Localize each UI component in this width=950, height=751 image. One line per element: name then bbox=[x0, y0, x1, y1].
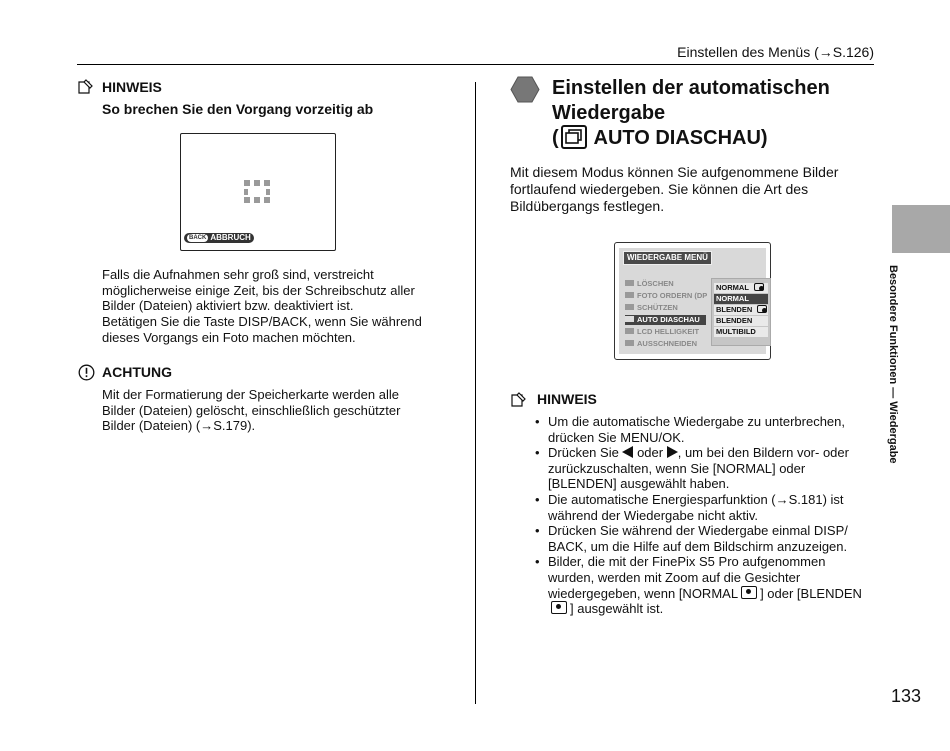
text-line: BACK, um die Hilfe auf dem Bildschirm anzuzeigen. bbox=[548, 538, 848, 554]
text-line: dieses Vorgangs ein Foto machen möchten. bbox=[102, 329, 356, 345]
bullet-item bbox=[535, 492, 880, 523]
menu-panel bbox=[619, 248, 766, 354]
title-line: Einstellen der automatischen bbox=[552, 77, 830, 99]
submenu-item: MULTIBILD bbox=[714, 327, 768, 337]
header-rule bbox=[77, 64, 874, 65]
text-line: möglicherweise einige Zeit, bis der Schreibschutz aller bbox=[102, 282, 415, 298]
hinweis-bullet-list bbox=[535, 414, 880, 617]
section-tab-label: Besondere Funktionen — Wiedergabe bbox=[887, 265, 899, 464]
bullet-item bbox=[535, 554, 880, 616]
abort-label: ABBRUCH bbox=[210, 233, 251, 242]
text-line: • Drücken Sie oder , um bei den Bildern vor- oder bbox=[548, 445, 849, 461]
menu-item: LCD HELLIGKEIT bbox=[625, 327, 699, 337]
text-line: Bilder (Dateien) gelöscht, einschließlich geschützter bbox=[102, 402, 401, 418]
text-line: Falls die Aufnahmen sehr groß sind, verstreicht bbox=[102, 267, 374, 282]
text-line: Mit diesem Modus können Sie aufgenommene Bilder bbox=[510, 164, 839, 180]
text-line: Betätigen Sie die Taste DISP/BACK, wenn Sie während bbox=[102, 314, 422, 330]
title-line: Wiedergabe bbox=[552, 101, 666, 124]
menu-item: FOTO ORDERN (DP bbox=[625, 291, 707, 301]
bullet-item bbox=[535, 523, 880, 554]
hinweis-paragraph bbox=[102, 267, 422, 346]
text-line: drücken Sie MENU/OK. bbox=[548, 429, 685, 445]
section-tab bbox=[892, 205, 950, 253]
menu-item: SCHÜTZEN bbox=[625, 303, 678, 313]
text-line: Bildübergangs festlegen. bbox=[510, 198, 665, 214]
text-line: • Die automatische Energiesparfunktion (→S.181) ist bbox=[548, 491, 844, 507]
text-line: zurückzuschalten, wenn Sie [NORMAL] oder bbox=[548, 460, 806, 476]
hexagon-bullet-icon bbox=[510, 76, 540, 103]
column-divider bbox=[475, 82, 476, 704]
warning-icon bbox=[78, 364, 95, 386]
hinweis-heading: HINWEIS bbox=[102, 79, 162, 95]
hinweis-heading-right: HINWEIS bbox=[537, 391, 597, 407]
text-line: [BLENDEN] ausgewählt haben. bbox=[548, 476, 730, 492]
menu-item-selected: AUTO DIASCHAU bbox=[625, 315, 706, 325]
menu-item: AUSSCHNEIDEN bbox=[625, 339, 697, 349]
paren: ( bbox=[552, 127, 559, 149]
text-line: ] ausgewählt ist. bbox=[548, 601, 880, 617]
busy-icon bbox=[244, 180, 272, 204]
text-line: wurden, werden mit Zoom auf die Gesichter bbox=[548, 569, 801, 585]
playback-menu-screen bbox=[614, 242, 771, 360]
running-header: Einstellen des Menüs (→S.126) bbox=[677, 44, 874, 60]
achtung-paragraph bbox=[102, 387, 400, 434]
back-abort-label bbox=[184, 233, 254, 243]
text-line: wiedergegeben, wenn [NORMAL ] oder [BLENDEN bbox=[548, 585, 862, 601]
text-line: Bilder (Dateien) (→S.179). bbox=[102, 418, 256, 434]
submenu-item-selected: NORMAL bbox=[714, 294, 768, 304]
intro-paragraph bbox=[510, 164, 838, 215]
text-line: • Um die automatische Wiedergabe zu unterbrechen, bbox=[548, 414, 845, 429]
hinweis-subheading: So brechen Sie den Vorgang vorzeitig ab bbox=[102, 101, 374, 117]
title-line bbox=[552, 125, 830, 151]
bullet-item bbox=[535, 414, 880, 445]
title-text: AUTO DIASCHAU) bbox=[593, 127, 768, 149]
section-tab-label-wrap bbox=[887, 265, 911, 475]
text-line: Mit der Formatierung der Speicherkarte werden alle bbox=[102, 387, 399, 402]
submenu-item: BLENDEN bbox=[714, 316, 768, 326]
face-detection-icon bbox=[551, 601, 567, 614]
submenu-item: BLENDEN bbox=[714, 305, 768, 315]
bullet-item bbox=[535, 445, 880, 492]
menu-header: WIEDERGABE MENÜ bbox=[623, 251, 712, 265]
slideshow-icon bbox=[561, 125, 587, 149]
text-line: • Bilder, die mit der FinePix S5 Pro aufgenommen bbox=[548, 554, 826, 570]
back-mini-label: BACK bbox=[189, 235, 207, 241]
text-line: während der Wiedergabe nicht aktiv. bbox=[548, 507, 759, 523]
page-number: 133 bbox=[890, 686, 921, 706]
submenu-item: NORMAL bbox=[714, 283, 768, 293]
face-detection-icon bbox=[741, 586, 757, 599]
text-line: • Drücken Sie während der Wiedergabe einmal DISP/ bbox=[548, 523, 848, 539]
hinweis-note-icon bbox=[77, 78, 95, 101]
text-line: Bilder (Dateien) aktiviert bzw. deaktiviert ist. bbox=[102, 298, 354, 314]
hinweis-note-icon-right bbox=[510, 391, 528, 414]
submenu-panel bbox=[711, 278, 771, 346]
camera-screen-abort bbox=[180, 133, 336, 251]
section-title bbox=[552, 76, 830, 151]
achtung-heading: ACHTUNG bbox=[102, 364, 172, 380]
left-arrow-icon bbox=[622, 446, 633, 458]
right-arrow-icon bbox=[667, 446, 678, 458]
text-line: fortlaufend wiedergeben. Sie können die Art des bbox=[510, 181, 809, 197]
menu-item: LÖSCHEN bbox=[625, 279, 674, 289]
